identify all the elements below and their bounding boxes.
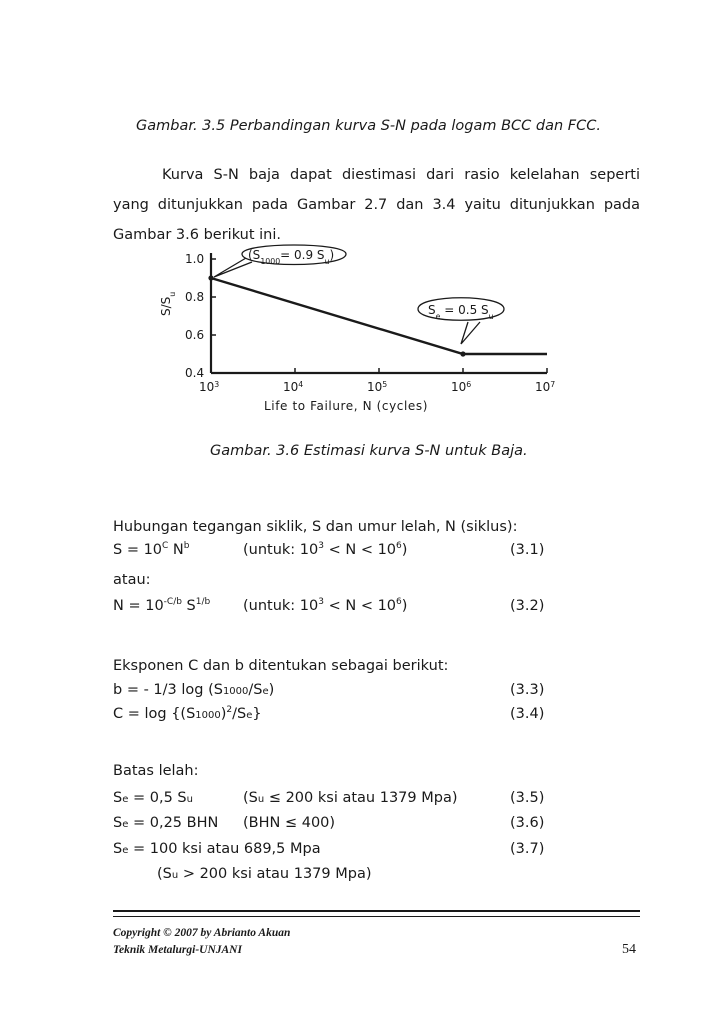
equation-3-7-condition: (Su > 200 ksi atau 1379 Mpa)	[157, 866, 372, 882]
figure-caption-3-5: Gambar. 3.5 Perbandingan kurva S-N pada logam BCC dan FCC.	[136, 118, 601, 134]
paragraph-line: Kurva S-N baja dapat diestimasi dari rasio kelelahan seperti	[162, 167, 640, 183]
y-tick-label: 0.6	[185, 328, 205, 342]
footer-department: Teknik Metalurgi-UNJANI	[113, 944, 242, 956]
annotation-se: $S_e = 0.5$ $S_u$	[428, 303, 494, 321]
equation-condition: (untuk: $10^3 < N < 10^6$)	[243, 597, 408, 614]
x-tick-label: $10^4$	[283, 379, 304, 394]
sn-curve-figure	[150, 236, 570, 421]
y-tick-label: 0.4	[185, 366, 205, 380]
equation-3-5	[113, 790, 643, 816]
paragraph-line: Gambar 3.6 berikut ini.	[113, 227, 281, 243]
x-axis-label: Life to Failure, N (cycles)	[264, 399, 429, 413]
annotation-pointer	[461, 322, 480, 344]
equation-expression: $N = 10^{-C/b}$ $S^{1/b}$	[113, 597, 211, 614]
y-tick-label: 1.0	[185, 252, 205, 266]
section-intro-batas-lelah: Batas lelah:	[113, 763, 199, 779]
x-tick-label: $10^6$	[451, 379, 472, 394]
annotation-pointer	[214, 258, 252, 277]
footer-rule-thick	[113, 910, 640, 912]
equation-expression: Se = 100 ksi atau 689,5 Mpa	[113, 841, 321, 857]
page-number: 54	[622, 942, 636, 957]
x-tick-label: $10^3$	[199, 379, 220, 394]
equation-3-2	[113, 598, 643, 624]
equation-3-7	[113, 841, 643, 867]
annotation-s1000: ($S_{1000}= 0.9$ $S_u$)	[248, 248, 335, 266]
section-intro-eksponen: Eksponen C dan b ditentukan sebagai berikut:	[113, 658, 449, 674]
equation-condition: (BHN ≤ 400)	[243, 815, 336, 831]
equation-number: (3.1)	[510, 542, 545, 558]
atau-text: atau:	[113, 572, 151, 588]
equation-number: (3.5)	[510, 790, 545, 806]
x-tick-label: $10^5$	[367, 379, 388, 394]
equation-3-6	[113, 815, 643, 841]
equation-number: (3.6)	[510, 815, 545, 831]
equation-condition: (Su ≤ 200 ksi atau 1379 Mpa)	[243, 790, 458, 806]
footer-rule-thin	[113, 916, 640, 917]
figure-caption-3-6: Gambar. 3.6 Estimasi kurva S-N untuk Baja.	[210, 443, 528, 459]
equation-expression: b = - 1/3 log (S1000/Se)	[113, 682, 275, 698]
equation-number: (3.7)	[510, 841, 545, 857]
paragraph-line: yang ditunjukkan pada Gambar 2.7 dan 3.4 yaitu ditunjukkan pada	[113, 197, 640, 213]
equation-expression: $C = \log \{(S1000)^2/Se\}$	[113, 705, 262, 722]
data-point	[460, 351, 465, 356]
footer-copyright: Copyright © 2007 by Abrianto Akuan	[113, 927, 291, 939]
equation-condition: (untuk: $10^3 < N < 10^6$)	[243, 541, 408, 558]
x-tick-label: $10^7$	[535, 379, 556, 394]
equation-3-1	[113, 542, 643, 568]
equation-number: (3.3)	[510, 682, 545, 698]
chart-plot	[159, 245, 555, 413]
equation-number: (3.4)	[510, 706, 545, 722]
equation-number: (3.2)	[510, 598, 545, 614]
equation-3-4	[113, 706, 643, 732]
equation-expression: $S = 10^C$ $N^b$	[113, 541, 190, 558]
section-intro-hubungan: Hubungan tegangan siklik, S dan umur lelah, N (siklus):	[113, 519, 518, 535]
data-point	[208, 275, 213, 280]
equation-expression: Se = 0,25 BHN	[113, 815, 219, 831]
equation-expression: Se = 0,5 Su	[113, 790, 193, 806]
y-tick-label: 0.8	[185, 290, 205, 304]
equation-3-3	[113, 682, 643, 708]
y-axis-label: $S/S_u$	[159, 291, 177, 316]
